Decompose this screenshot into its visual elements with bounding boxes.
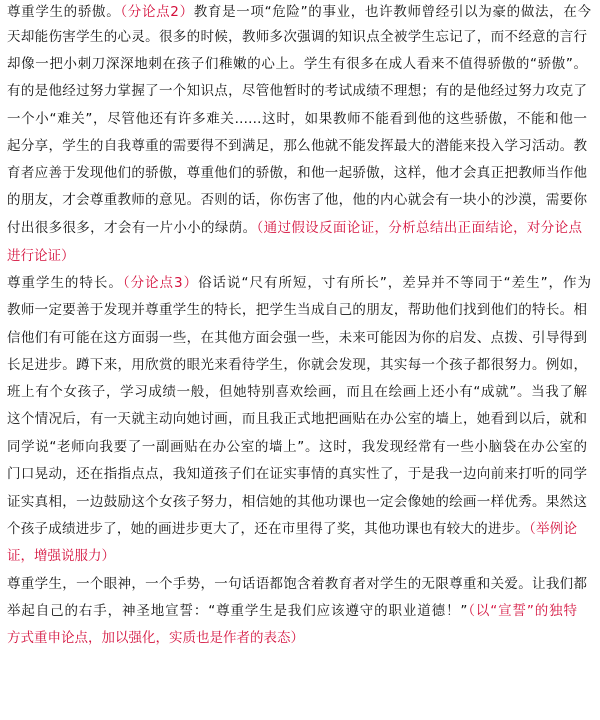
text-line [7, 546, 115, 568]
text-line [7, 273, 591, 295]
body-text: 尊重学生的特长。 [7, 275, 123, 291]
text-line [7, 492, 587, 514]
body-text: 却像一把小刺刀深深地刺在孩子们稚嫩的心上。学生有很多在成人看来不值得骄傲的“骄傲”。 [7, 56, 587, 72]
body-text: 这个情况后，有一天就主动向她讨画，而且我正式地把画贴在办公室的墙上，她看到以后，就和 [7, 411, 587, 427]
text-line [7, 2, 591, 24]
body-text: 教育是一项“危险”的事业，也许教师曾经引以为豪的做法，在今 [193, 4, 592, 20]
annotation-text: （分论点3） [122, 275, 199, 291]
text-line [7, 218, 582, 240]
body-text: 付出很多很多，才会有一片小小的绿荫。 [7, 220, 257, 236]
text-line [7, 574, 587, 596]
text-line [7, 27, 587, 49]
body-text: 证实真相，一边鼓励这个女孩子努力，相信她的其他功课也一定会像她的绘画一样优秀。果然这 [7, 494, 587, 510]
body-text: 俗话说“尺有所短，寸有所长”，差异并不等同于“差生”，作为 [198, 275, 592, 291]
annotation-text: 方式重申论点，加以强化，实质也是作者的表态） [7, 630, 304, 646]
body-text: 同学说“老师向我要了一副画贴在办公室的墙上”。这时，我发现经常有一些小脑袋在办公室的 [7, 439, 587, 455]
text-line [7, 109, 587, 131]
text-line [7, 355, 587, 377]
text-line [7, 136, 587, 158]
annotation-text: （通过假设反面论证，分析总结出正面结论，对分论点 [256, 220, 583, 236]
text-line [7, 464, 587, 486]
text-line [7, 246, 75, 268]
body-text: 信他们有可能在这方面弱一些，在其他方面会强一些，未来可能因为你的启发、点拨、引导得到 [7, 330, 587, 346]
body-text: 尊重学生，一个眼神，一个手势，一句话语都饱含着教育者对学生的无限尊重和关爱。让我们都 [7, 576, 587, 592]
body-text: 的朋友，才会尊重教师的意见。否则的话，你伤害了他，他的内心就会有一块小的沙漠，需要你 [7, 192, 587, 208]
body-text: 个孩子成绩进步了，她的画进步更大了，还在市里得了奖，其他功课也有较大的进步。 [7, 521, 530, 537]
body-text: 举起自己的右手，神圣地宣誓：“尊重学生是我们应该遵守的职业道德！” [7, 603, 468, 619]
text-line [7, 163, 587, 185]
text-line [7, 300, 587, 322]
body-text: 有的是他经过努力掌握了一个知识点，尽管他暂时的考试成绩不理想；有的是他经过努力攻克了 [7, 83, 587, 99]
body-text: 育者应善于发现他们的骄傲，尊重他们的骄傲，和他一起骄傲，这样，他才会真正把教师当作他 [7, 165, 587, 181]
annotation-text: （举例论 [529, 521, 578, 537]
text-line [7, 628, 304, 650]
text-line [7, 519, 577, 541]
annotation-text: （以“宣誓”的独特 [467, 603, 577, 619]
text-line [7, 437, 587, 459]
body-text: 教师一定要善于发现并尊重学生的特长，把学生当成自己的朋友，帮助他们找到他们的特长。相 [7, 302, 587, 318]
annotation-text: 证，增强说服力） [7, 548, 115, 564]
text-line [7, 54, 587, 76]
body-text: 门口晃动，还在指指点点，我知道孩子们在证实事情的真实性了，于是我一边向前来打听的同学 [7, 466, 587, 482]
body-text: 尊重学生的骄傲。 [7, 4, 121, 20]
body-text: 起分享，学生的自我尊重的需要得不到满足，那么他就不能发挥最大的潜能来投入学习活动。教 [7, 138, 587, 154]
text-line [7, 81, 587, 103]
text-line [7, 382, 587, 404]
text-line [7, 601, 577, 623]
annotation-text: 进行论证） [7, 248, 75, 264]
body-text: 一个小“难关”，尽管他还有许多难关……这时，如果教师不能看到他的这些骄傲，不能和他一 [7, 111, 587, 127]
annotation-text: （分论点2） [120, 4, 194, 20]
body-text: 班上有个女孩子，学习成绩一般，但她特别喜欢绘画，而且在绘画上还小有“成就”。当我了解 [7, 384, 587, 400]
body-text: 长足进步。蹲下来，用欣赏的眼光来看待学生，你就会发现，其实每一个孩子都很努力。例如， [7, 357, 587, 373]
text-line [7, 409, 587, 431]
text-line [7, 190, 587, 212]
text-line [7, 328, 587, 350]
body-text: 天却能伤害学生的心灵。很多的时候，教师多次强调的知识点全被学生忘记了，而不经意的言行 [7, 29, 587, 45]
